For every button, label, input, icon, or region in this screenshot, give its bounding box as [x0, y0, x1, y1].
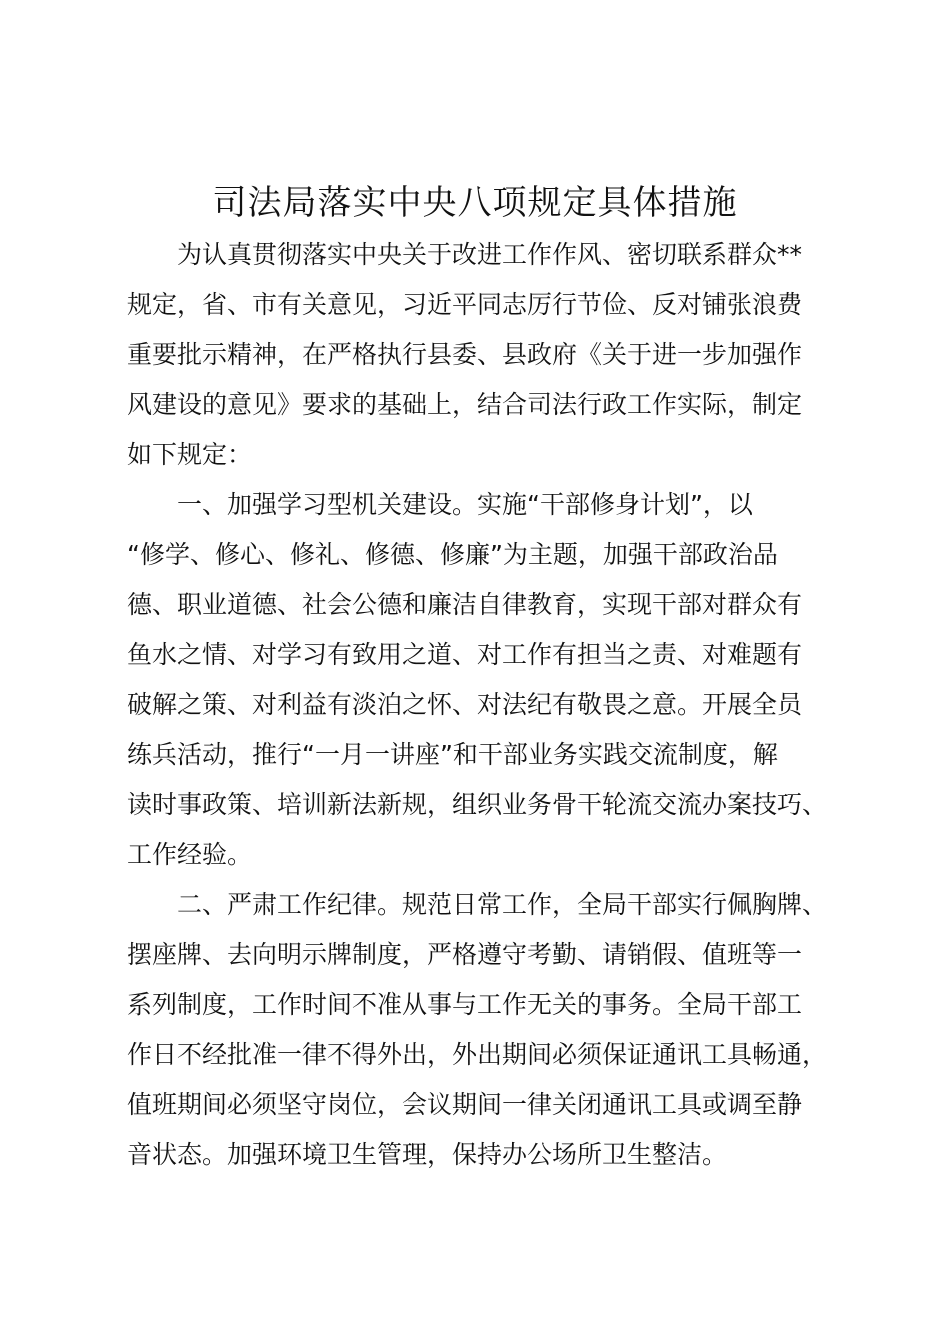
- text-line: 练兵活动，推行“一月一讲座”和干部业务实践交流制度，解: [127, 740, 778, 769]
- text-line: 音状态。加强环境卫生管理，保持办公场所卫生整洁。: [127, 1140, 728, 1169]
- text-line: 规定，省、市有关意见，习近平同志厉行节俭、反对铺张浪费: [127, 290, 803, 319]
- text-line: 值班期间必须坚守岗位，会议期间一律关闭通讯工具或调至静: [127, 1090, 803, 1119]
- text-line: 如下规定：: [127, 440, 253, 469]
- text-line: 一、加强学习型机关建设。实施“干部修身计划”，以: [177, 490, 753, 519]
- paragraph-item-1: [127, 480, 827, 880]
- document-body: [127, 230, 827, 1180]
- paragraph-item-2: [127, 880, 827, 1180]
- text-line: 重要批示精神，在严格执行县委、县政府《关于进一步加强作: [127, 340, 803, 369]
- text-line: 风建设的意见》要求的基础上，结合司法行政工作实际，制定: [127, 390, 803, 419]
- text-line: 系列制度，工作时间不准从事与工作无关的事务。全局干部工: [127, 990, 803, 1019]
- text-line: 为认真贯彻落实中央关于改进工作作风、密切联系群众**: [177, 240, 803, 269]
- paragraph-intro: [127, 230, 827, 480]
- document-title: 司法局落实中央八项规定具体措施: [212, 183, 738, 223]
- text-line: “修学、修心、修礼、修德、修廉”为主题，加强干部政治品: [127, 540, 778, 569]
- text-line: 作日不经批准一律不得外出，外出期间必须保证通讯工具畅通，: [127, 1040, 828, 1069]
- text-line: 二、严肃工作纪律。规范日常工作，全局干部实行佩胸牌、: [177, 890, 828, 919]
- text-line: 读时事政策、培训新法新规，组织业务骨干轮流交流办案技巧、: [127, 790, 828, 819]
- text-line: 工作经验。: [127, 840, 253, 869]
- text-line: 鱼水之情、对学习有致用之道、对工作有担当之责、对难题有: [127, 640, 803, 669]
- text-line: 摆座牌、去向明示牌制度，严格遵守考勤、请销假、值班等一: [127, 940, 803, 969]
- text-line: 德、职业道德、社会公德和廉洁自律教育，实现干部对群众有: [127, 590, 803, 619]
- text-line: 破解之策、对利益有淡泊之怀、对法纪有敬畏之意。开展全员: [127, 690, 803, 719]
